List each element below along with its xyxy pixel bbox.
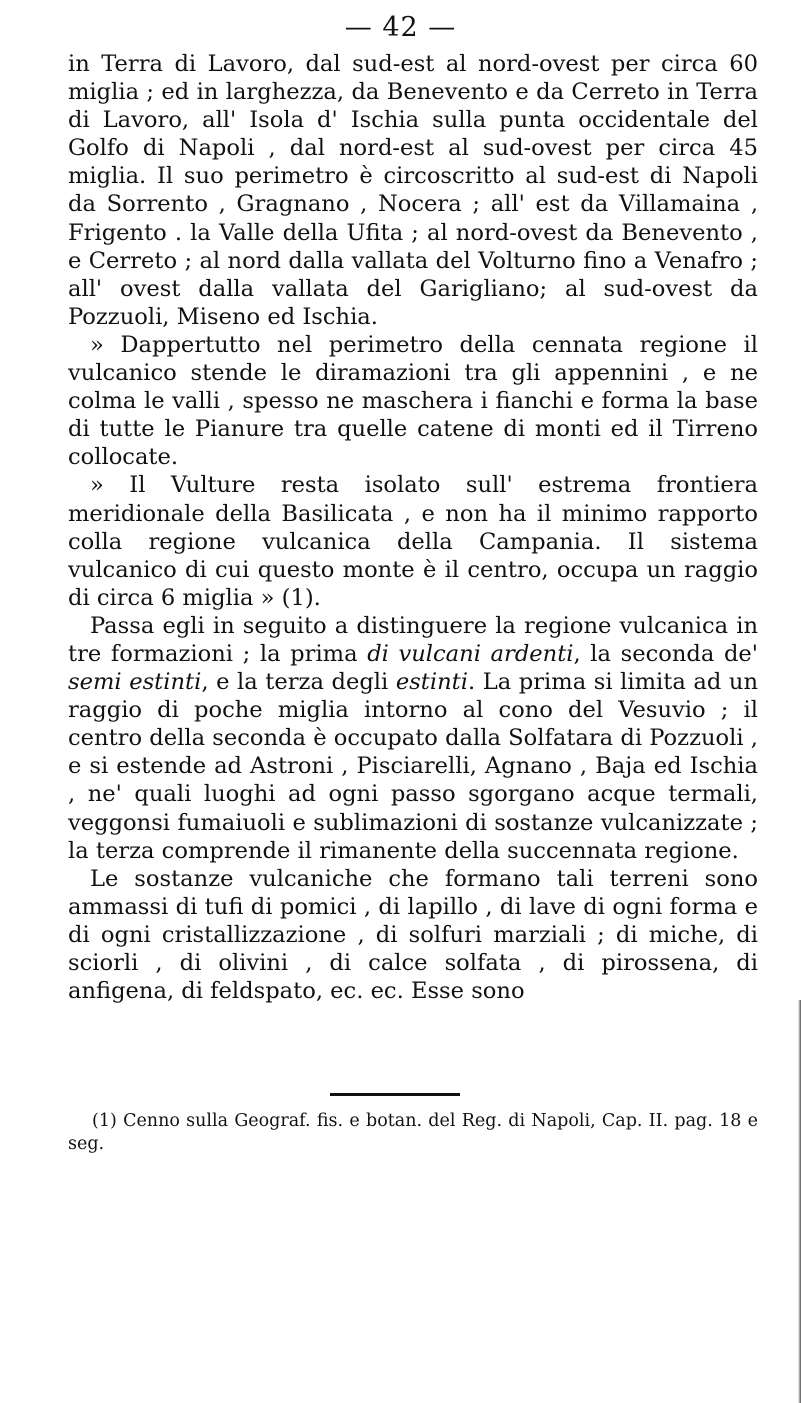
italic-text: di vulcani ardenti <box>367 640 574 667</box>
text-run: in Terra di Lavoro, dal sud-est al nord-ovest per circa 60 miglia ; ed in larghezza, da Benevento e da Cerreto in Terra di Lavoro, all' Isola d' Ischia sulla punta occidentale del Golfo di Napoli , dal nord-est al sud-ovest per circa 45 miglia. Il suo perimetro è circoscritto al sud-est di Napoli da Sorrento , Gragnano , Nocera ; all' est da Villamaina , Frigento . la Valle della Ufita ; al nord-ovest da Benevento , e Cerreto ; al nord dalla vallata del Volturno fino a Venafro ; all' ovest dalla vallata del Garigliano; al sud-ovest da Pozzuoli, Miseno ed Ischia. <box>68 51 758 330</box>
text-run: » Il Vulture resta isolato sull' estrema frontiera meridionale della Basilicata , e non ha il minimo rapporto colla regione vulcanica della Campania. Il sistema vulcanico di cui questo monte è il centro, occupa un raggio di circa 6 miglia » (1). <box>68 472 758 611</box>
paragraph <box>68 331 758 471</box>
text-run: Passa egli in seguito a distinguere la regione vulcanica in tre formazioni ; la prima <box>68 612 758 667</box>
paragraph <box>68 50 758 331</box>
text-run: . La prima si limita ad un raggio di poche miglia intorno al cono del Vesuvio ; il centro della seconda è occupato dalla Solfatara di Pozzuoli , e si estende ad Astroni , Pisciarelli, Agnano , Baja ed Ischia , ne' quali luoghi ad ogni passo sgorgano acque termali, veggonsi fumaiuoli e sublimazioni di sostanze vulcanizzate ; la terza comprende il rimanente della succennata regione. <box>68 669 758 864</box>
italic-text: estinti <box>395 669 468 696</box>
text-run: , e la terza degli <box>201 669 396 696</box>
text-run: Le sostanze vulcaniche che formano tali terreni sono ammassi di tufi di pomici , di lapillo , di lave di ogni forma e di ogni cristallizzazione , di solfuri marziali ; di miche, di sciorli , di olivini , di calce solfata , di pirossena, di anfigena, di feldspato, ec. ec. Esse sono <box>68 865 758 1005</box>
paragraph <box>68 865 758 1005</box>
italic-text: semi estinti <box>68 669 202 696</box>
footnote-separator <box>330 1093 460 1096</box>
footnote: (1) Cenno sulla Geograf. fis. e botan. del Reg. di Napoli, Cap. II. pag. 18 e seg. <box>68 1111 758 1154</box>
text-run: » Dappertutto nel perimetro della cennata regione il vulcanico stende le diramazioni tra gli appennini , e ne colma le valli , spesso ne maschera i fianchi e forma la base di tutte le Pianure tra quelle catene di monti ed il Tirreno collocate. <box>68 331 758 471</box>
paragraph <box>68 612 758 865</box>
body-text <box>68 50 758 1005</box>
paragraph <box>68 471 758 611</box>
page-number: — 42 — <box>344 12 457 43</box>
text-run: , la seconda de' <box>573 640 758 667</box>
